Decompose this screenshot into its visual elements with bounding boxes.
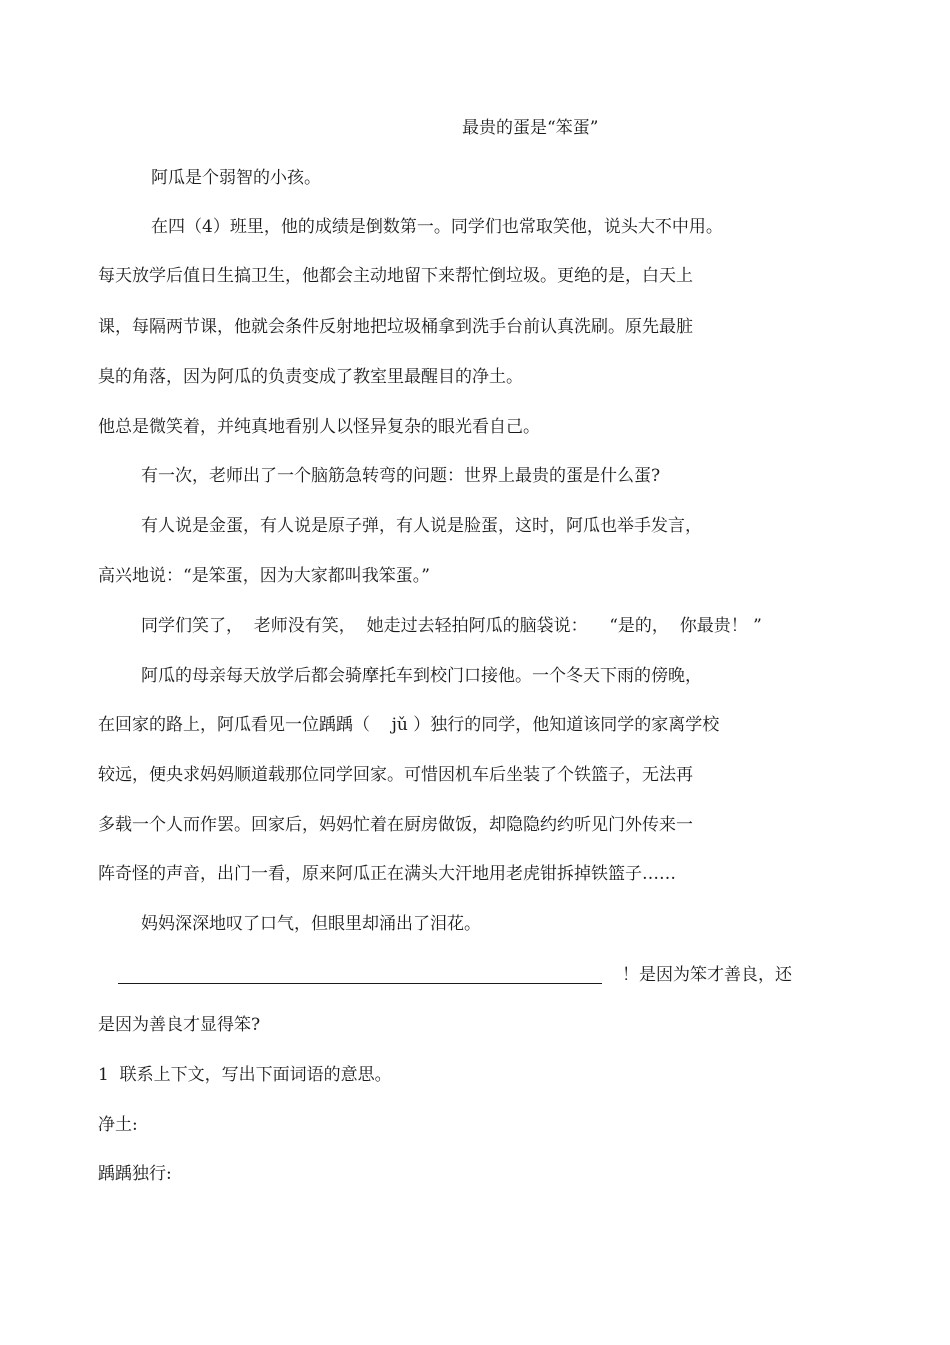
document-title: 最贵的蛋是“笨蛋” [462,118,599,138]
paragraph-line: 阿瓜的母亲每天放学后都会骑摩托车到校门口接他。一个冬天下雨的傍晚， [141,666,702,686]
question-1: 1 联系上下文，写出下面词语的意思。 [98,1065,392,1085]
paragraph-line: 较远，便央求妈妈顺道载那位同学回家。可惜因机车后坐装了个铁篮子，无法再 [98,765,693,785]
paragraph-line: 阿瓜是个弱智的小孩。 [151,168,321,188]
paragraph-line: 有人说是金蛋，有人说是原子弹，有人说是脸蛋，这时，阿瓜也举手发言， [141,516,702,536]
question-term-juju: 踽踽独行: [98,1164,172,1184]
paragraph-line: 臭的角落，因为阿瓜的负责变成了教室里最醒目的净土。 [98,367,523,387]
paragraph-line: 课，每隔两节课，他就会条件反射地把垃圾桶拿到洗手台前认真洗刷。原先最脏 [98,317,693,337]
paragraph-line: ！是因为笨才善良，还 [622,965,792,985]
paragraph-line: 同学们笑了， 老师没有笑， 她走过去轻拍阿瓜的脑袋说： “是的， 你最贵！ ” [141,616,762,636]
paragraph-line: 妈妈深深地叹了口气，但眼里却涌出了泪花。 [141,914,481,934]
paragraph-line: 阵奇怪的声音，出门一看，原来阿瓜正在满头大汗地用老虎钳拆掉铁篮子…… [98,864,676,884]
paragraph-line: 多载一个人而作罢。回家后，妈妈忙着在厨房做饭，却隐隐约约听见门外传来一 [98,815,693,835]
paragraph-line: 他总是微笑着，并纯真地看别人以怪异复杂的眼光看自己。 [98,417,540,437]
paragraph-line: 是因为善良才显得笨? [98,1015,261,1035]
paragraph-line: 在回家的路上，阿瓜看见一位踽踽（ jǔ ）独行的同学，他知道该同学的家离学校 [98,715,720,735]
paragraph-line: 在四（4）班里，他的成绩是倒数第一。同学们也常取笑他，说头大不中用。 [151,217,723,237]
paragraph-line: 高兴地说：“是笨蛋，因为大家都叫我笨蛋。” [98,566,430,586]
answer-blank-line [118,983,602,984]
paragraph-line: 有一次，老师出了一个脑筋急转弯的问题：世界上最贵的蛋是什么蛋? [141,466,661,486]
question-term-jingtu: 净土: [98,1115,138,1135]
paragraph-line: 每天放学后值日生搞卫生，他都会主动地留下来帮忙倒垃圾。更绝的是，白天上 [98,266,693,286]
